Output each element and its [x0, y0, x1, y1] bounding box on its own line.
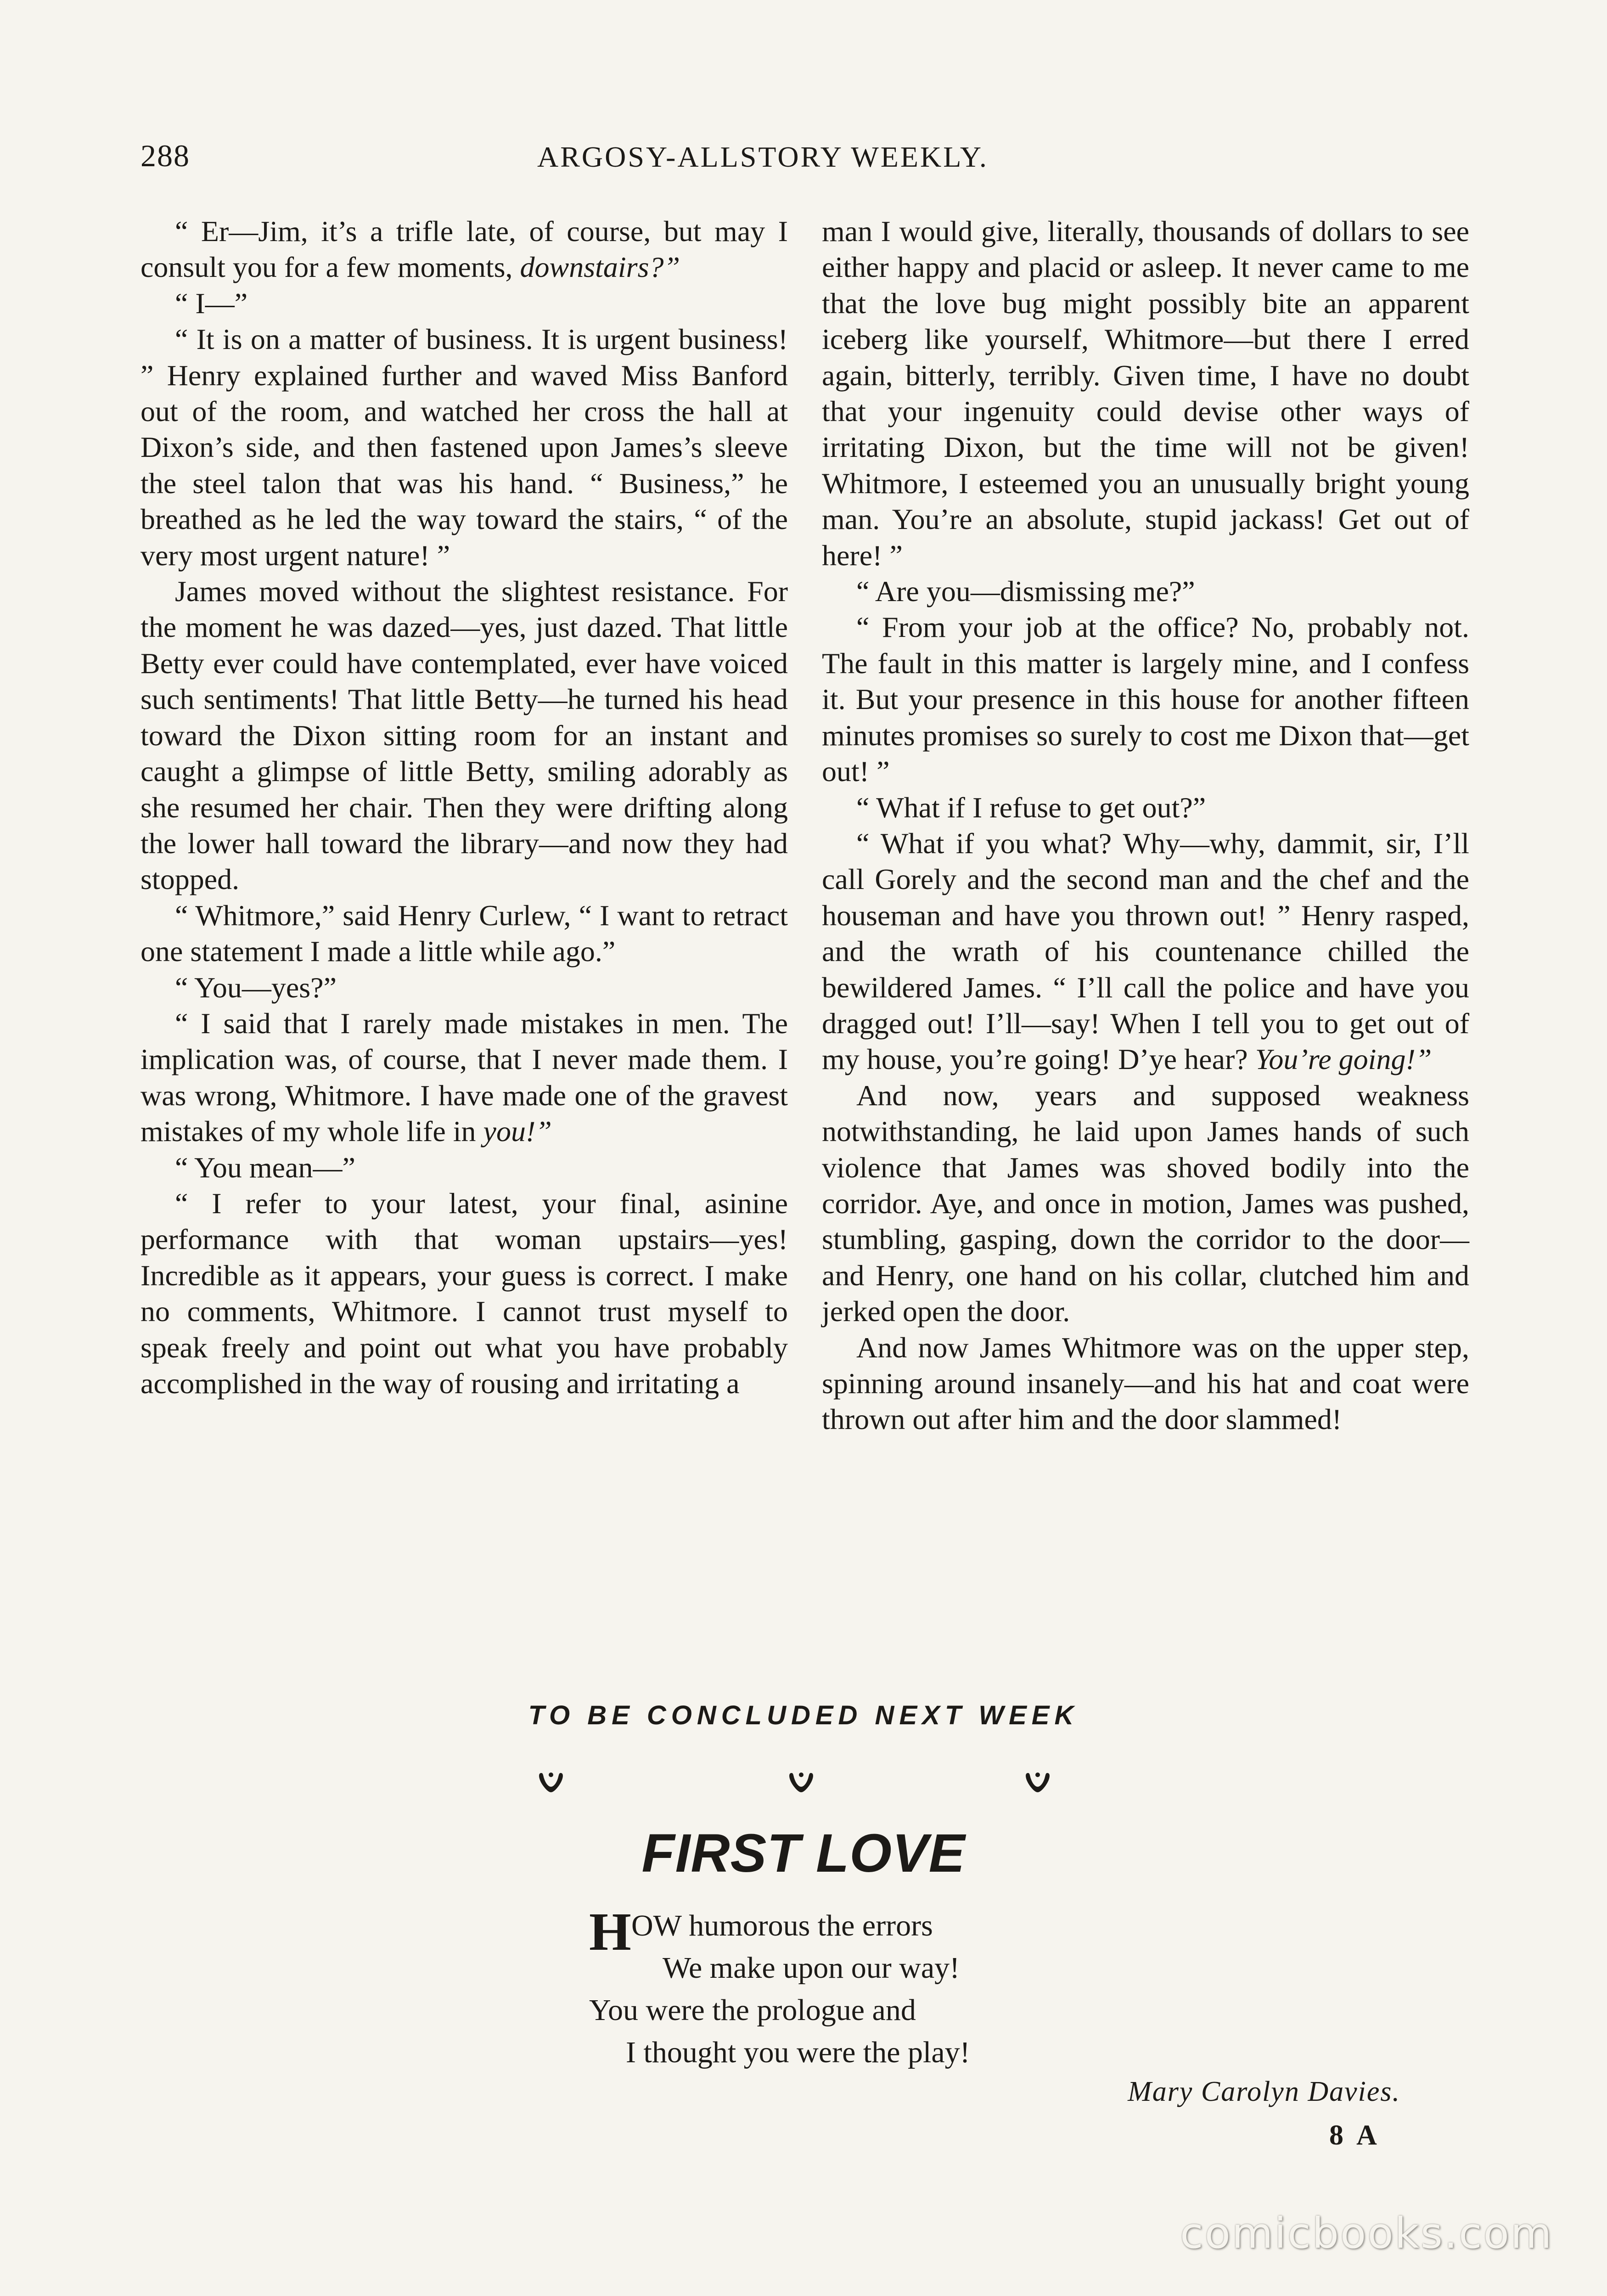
paragraph-text: “ I refer to your latest, your final, asinine performance with that woman upstairs—yes! Incredible as it appears, your guess is correct. I make no comments, Whitmore. I cannot trust myself to speak freely and point out what you have probably accomplished in the way of rousing and irritating a — [140, 1187, 788, 1400]
poem-author: Mary Carolyn Davies. — [1128, 2076, 1400, 2107]
paragraph-text: “ From your job at the office? No, probably not. The fault in this matter is largely mine, and I confess it. But your presence in this house for another fifteen minutes promises so surely to cost me Dixon that—get out! ” — [822, 611, 1469, 788]
paragraph-text: “ What if I refuse to get out?” — [856, 791, 1206, 824]
signature-mark: 8 A — [1329, 2120, 1381, 2151]
paragraph — [822, 214, 1469, 574]
paragraph-text: James moved without the slightest resistance. For the moment he was dazed—yes, just dazed. That little Betty ever could have contemplated, ever have voiced such sentiments! That little Betty—he turned his head toward the Dixon sitting room for an instant and caught a glimpse of little Betty, smiling adorably as she resumed her chair. Then they were drifting along the lower hall toward the library—and now they had stopped. — [140, 575, 788, 896]
paragraph — [822, 574, 1469, 609]
paragraph-text: “ You—yes?” — [175, 971, 337, 1004]
paragraph-text: “ It is on a matter of business. It is urgent business! ” Henry explained further and waved Miss Banford out of the room, and watched her cross the hall at Dixon’s side, and then fastened upon James’s sleeve the steel talon that was his hand. “ Business,” he breathed as he led the way toward the stairs, “ of the very most urgent nature! ” — [140, 323, 788, 572]
horseshoe-ornament-icon — [535, 1766, 567, 1798]
paragraph — [140, 321, 788, 574]
paragraph — [822, 826, 1469, 1078]
ornament-row — [535, 1766, 1068, 1802]
emphasis-text: downstairs?” — [520, 251, 680, 284]
horseshoe-ornament-icon — [785, 1766, 817, 1798]
paragraph — [822, 609, 1469, 789]
paragraph — [822, 790, 1469, 826]
watermark: comicbooks.com — [1180, 2209, 1553, 2258]
paragraph-text: “ What if you what? Why—why, dammit, sir, I’ll call Gorely and the second man and the chef and the houseman and have you thrown out! ” Henry rasped, and the wrath of his countenance chilled the bewildered James. “ I’ll call the police and have you dragged out! I’ll—say! When I tell you to get out of my house, you’re going! D’ye hear? — [822, 827, 1469, 1076]
continuation-note: TO BE CONCLUDED NEXT WEEK — [528, 1700, 1079, 1730]
paragraph — [822, 1078, 1469, 1330]
paragraph — [822, 1330, 1469, 1438]
left-column — [140, 214, 788, 1401]
paragraph — [140, 1006, 788, 1150]
paragraph — [140, 574, 788, 898]
paragraph-text: man I would give, literally, thousands of dollars to see either happy and placid or asleep. It never came to me that the love bug might possibly bite an apparent iceberg like yourself, Whitmore—but there I erred again, bitterly, terribly. Given time, I have no doubt that your ingenuity could devise other ways of irritating Dixon, but the time will not be given! Whitmore, I esteemed you an unusually bright young man. You’re an absolute, stupid jackass! Get out of here! ” — [822, 215, 1469, 572]
emphasis-text: you!” — [483, 1115, 552, 1148]
poem-title: FIRST LOVE — [641, 1823, 966, 1884]
paragraph-text: And now James Whitmore was on the upper step, spinning around insanely—and his hat and coat were thrown out after him and the door slammed! — [822, 1331, 1469, 1436]
poem-drop-cap: H — [589, 1902, 631, 1962]
paragraph-text: “ You mean—” — [175, 1151, 355, 1184]
paragraph-text: “ Are you—dismissing me?” — [856, 575, 1195, 608]
poem-line-4: I thought you were the play! — [626, 2036, 970, 2069]
paragraph — [140, 286, 788, 321]
running-head: ARGOSY-ALLSTORY WEEKLY. — [537, 141, 989, 173]
paragraph-text: “ Whitmore,” said Henry Curlew, “ I want to retract one statement I made a little while ago.” — [140, 899, 788, 968]
paragraph-text: “ I—” — [175, 287, 248, 320]
poem-line-2: We make upon our way! — [663, 1951, 960, 1985]
paragraph — [140, 898, 788, 970]
paragraph — [140, 1186, 788, 1401]
right-column — [822, 214, 1469, 1438]
paragraph — [140, 1150, 788, 1186]
paragraph-text: “ Er—Jim, it’s a trifle late, of course, but may I consult you for a few moments, — [140, 215, 788, 284]
paragraph — [140, 214, 788, 286]
paragraph-text: “ I said that I rarely made mistakes in men. The implication was, of course, that I never made them. I was wrong, Whitmore. I have made one of the gravest mistakes of my whole life in — [140, 1007, 788, 1148]
paragraph — [140, 970, 788, 1006]
horseshoe-ornament-icon — [1022, 1766, 1054, 1798]
poem-line-1: OW humorous the errors — [631, 1909, 933, 1942]
poem-line-3: You were the prologue and — [589, 1993, 916, 2027]
paragraph-text: And now, years and supposed weakness notwithstanding, he laid upon James hands of such violence that James was shoved bodily into the corridor. Aye, and once in motion, James was pushed, stumbling, gasping, down the corridor to the door—and Henry, one hand on his collar, clutched him and jerked open the door. — [822, 1079, 1469, 1328]
page-number: 288 — [140, 138, 190, 173]
emphasis-text: You’re going!” — [1255, 1043, 1432, 1076]
